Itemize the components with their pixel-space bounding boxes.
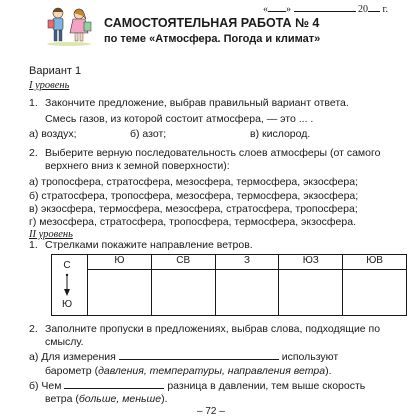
date-field [263, 2, 388, 15]
answer-cell[interactable] [343, 270, 407, 316]
q1-1-text: Закончите предложение, выбрав правильный вариант ответа. [45, 97, 349, 109]
q1-1-number: 1. [29, 97, 38, 109]
q2-2-number: 2. [29, 323, 38, 335]
column-header: СВ [151, 255, 215, 270]
q2-2-a-end: используют [281, 351, 339, 363]
q2-2-a-line2-start: барометр ( [45, 365, 99, 377]
q2-2-b-start: б) Чем [29, 380, 62, 392]
q1-1-option-c[interactable]: в) кислород. [250, 128, 311, 140]
q2-2-a-line1 [29, 351, 338, 364]
q1-2-option-b[interactable]: б) стратосфера, тропосфера, мезосфера, термосфера, экзосфера; [29, 190, 359, 202]
compass-south-label: Ю [61, 299, 73, 310]
month-blank[interactable] [294, 2, 356, 12]
q1-1-stem: Смесь газов, из которой состоит атмосфера, — это ... . [45, 113, 314, 125]
day-blank[interactable] [268, 2, 286, 12]
q2-2-b-line2 [45, 393, 168, 406]
q2-2-b-choices: больше, меньше [78, 393, 162, 405]
q2-2-text-line1: Заполните пропуски в предложениях, выбрав слова, подходящие по [45, 323, 381, 335]
level-1-heading: I уровень [29, 80, 70, 91]
compass-north-label: С [63, 260, 71, 271]
year-suffix: г. [382, 4, 388, 15]
year-blank[interactable] [368, 2, 380, 12]
variant-label: Вариант 1 [29, 65, 82, 77]
q2-2-text-line2: смыслу. [45, 336, 84, 348]
answer-cell[interactable] [279, 270, 343, 316]
q2-1-text: Стрелками покажите направление ветров. [45, 239, 253, 251]
date-close-quote: » [286, 4, 291, 15]
q2-1-number: 1. [29, 239, 38, 251]
column-header: Ю [88, 255, 152, 270]
level-2-heading: II уровень [29, 229, 73, 240]
q2-2-a-line2-end: ). [325, 365, 332, 377]
q1-1-option-a[interactable]: а) воздух; [29, 128, 77, 140]
answer-cell[interactable] [215, 270, 279, 316]
q2-2-b-blank[interactable] [64, 380, 164, 389]
column-header: ЮЗ [279, 255, 343, 270]
page-number: – 72 – [197, 406, 225, 417]
date-open-quote: « [263, 4, 268, 15]
wind-direction-table [51, 254, 407, 316]
compass [57, 256, 77, 314]
year-prefix: 20 [358, 4, 368, 15]
q1-2-text-line2: верхнего вниз к земной поверхности): [45, 160, 230, 172]
children-illustration [44, 4, 94, 46]
q1-2-text-line1: Выберите верную последовательность слоев атмосферы (от самого [45, 147, 381, 159]
q2-2-a-start: а) Для измерения [29, 351, 116, 363]
answer-cell[interactable] [151, 270, 215, 316]
q2-2-b-line2-start: ветра ( [45, 393, 79, 405]
compass-arrow-icon [63, 273, 71, 297]
q2-2-b-line1 [29, 380, 365, 393]
q2-2-a-choices: давления, температуры, направления ветра [98, 365, 326, 377]
worksheet-subtitle: по теме «Атмосфера. Погода и климат» [104, 33, 321, 45]
q1-1-option-b[interactable]: б) азот; [130, 128, 167, 140]
q2-2-a-blank[interactable] [119, 351, 279, 360]
worksheet-title: САМОСТОЯТЕЛЬНАЯ РАБОТА № 4 [104, 16, 320, 30]
q1-2-option-d[interactable]: г) мезосфера, стратосфера, тропосфера, термосфера, экзосфера. [29, 216, 356, 228]
q1-2-option-a[interactable]: а) тропосфера, стратосфера, мезосфера, термосфера, экзосфера; [29, 176, 358, 188]
q2-2-b-line2-end: ). [161, 393, 168, 405]
column-header: ЮВ [343, 255, 407, 270]
answer-cell[interactable] [88, 270, 152, 316]
q1-2-number: 2. [29, 147, 38, 159]
q2-2-a-line2 [45, 365, 332, 378]
column-header: З [215, 255, 279, 270]
q2-2-b-end: разница в давлении, тем выше скорость [167, 380, 366, 392]
q1-2-option-c[interactable]: в) экзосфера, термосфера, мезосфера, стратосфера, тропосфера; [29, 203, 358, 215]
